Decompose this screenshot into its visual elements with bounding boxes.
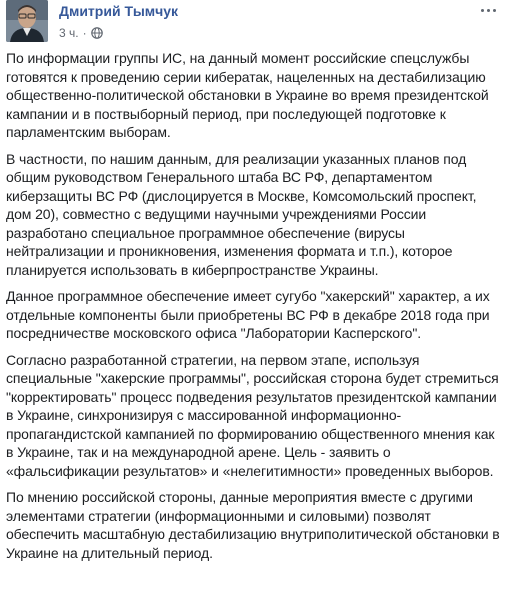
- post-meta: [59, 26, 103, 40]
- post-header: [6, 0, 500, 44]
- post-paragraph: Согласно разработанной стратегии, на первом этапе, используя специальные "хакерские программы", российская сторона будет стремиться "корректировать" процесс подведения результатов президентской кампании в Украине, синхронизируя с массированной информационно-пропагандистской кампанией по формированию общественного мнения как в Украине, так и на международной арене. Цель - заявить о «фальсификации результатов» и «нелегитимности» проведенных выборов.: [6, 351, 499, 479]
- meta-separator: ·: [82, 26, 87, 40]
- globe-icon[interactable]: [91, 27, 103, 39]
- avatar-photo: [6, 0, 48, 42]
- author-name[interactable]: Дмитрий Тымчук: [59, 3, 179, 19]
- post-paragraph: По мнению российской стороны, данные мероприятия вместе с другими элементами стратегии (информационными и силовыми) позволят обеспечить масштабную дестабилизацию внутриполитической обстановки в Украине на длительный период.: [6, 489, 500, 561]
- post-paragraph: Данное программное обеспечение имеет сугубо "хакерский" характер, а их отдельные компоненты были приобретены ВС РФ в декабре 2018 года при посредничестве московского офиса "Лаборатории Касперского".: [6, 288, 490, 341]
- post-timestamp[interactable]: 3 ч.: [59, 26, 79, 40]
- post-body: [6, 49, 500, 570]
- post-paragraph: По информации группы ИС, на данный момент российские спецслужбы готовятся к проведению серии кибератак, нацеленных на дестабилизацию общественно-политической обстановки в Украине во время президентской кампании и в поствыборный период, при последующей подготовке к парламентским выборам.: [6, 50, 489, 140]
- more-options-icon[interactable]: [478, 4, 498, 16]
- avatar[interactable]: [6, 0, 48, 42]
- post-paragraph: В частности, по нашим данным, для реализации указанных планов под общим руководством Генерального штаба ВС РФ, департаментом киберзащиты ВС РФ (дислоцируется в Москве, Комсомольский проспект, дом 20), совместно с ведущими научными учреждениями России разработано специальное программное обеспечение (вирусы нейтрализации и проникновения, изменения формата и т.п.), которое планируется использовать в киберпространстве Украины.: [6, 150, 477, 278]
